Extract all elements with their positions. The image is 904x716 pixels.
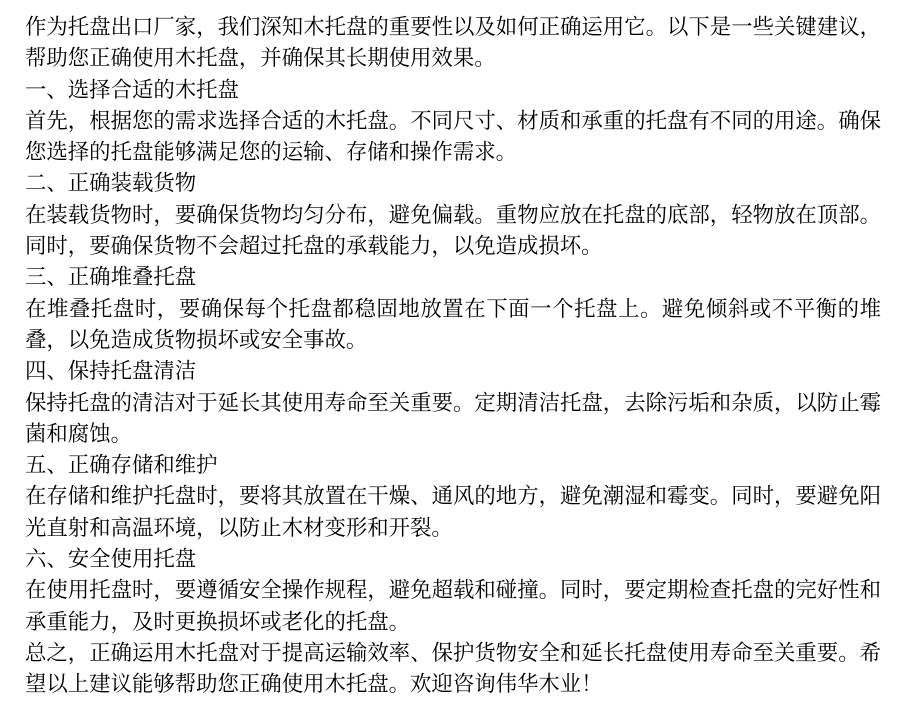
section-1-heading: 一、选择合适的木托盘 [25, 77, 239, 102]
section-6-heading: 六、安全使用托盘 [25, 547, 197, 572]
conclusion-paragraph: 总之，正确运用木托盘对于提高运输效率、保护货物安全和延长托盘使用寿命至关重要。希望以上建议能够帮助您正确使用木托盘。欢迎咨询伟华木业！ [25, 640, 881, 697]
intro-paragraph: 作为托盘出口厂家，我们深知木托盘的重要性以及如何正确运用它。以下是一些关键建议，帮助您正确使用木托盘，并确保其长期使用效果。 [25, 15, 881, 71]
section-1-body: 首先，根据您的需求选择合适的木托盘。不同尺寸、材质和承重的托盘有不同的用途。确保您选择的托盘能够满足您的运输、存储和操作需求。 [25, 108, 881, 165]
section-5-heading: 五、正确存储和维护 [25, 453, 218, 478]
section-3-heading: 三、正确堆叠托盘 [25, 265, 197, 290]
section-4-body: 保持托盘的清洁对于延长其使用寿命至关重要。定期清洁托盘，去除污垢和杂质，以防止霉菌和腐蚀。 [25, 390, 881, 446]
section-4-heading: 四、保持托盘清洁 [25, 359, 197, 384]
section-2-body: 在装载货物时，要确保货物均匀分布，避免偏载。重物应放在托盘的底部，轻物放在顶部。同时，要确保货物不会超过托盘的承载能力，以免造成损坏。 [25, 202, 881, 259]
section-6-body: 在使用托盘时，要遵循安全操作规程，避免超载和碰撞。同时，要定期检查托盘的完好性和承重能力，及时更换损坏或老化的托盘。 [25, 578, 881, 634]
section-2-heading: 二、正确装载货物 [25, 171, 197, 196]
section-3-body: 在堆叠托盘时，要确保每个托盘都稳固地放置在下面一个托盘上。避免倾斜或不平衡的堆叠，以免造成货物损坏或安全事故。 [25, 296, 881, 352]
section-5-body: 在存储和维护托盘时，要将其放置在干燥、通风的地方，避免潮湿和霉变。同时，要避免阳光直射和高温环境，以防止木材变形和开裂。 [25, 484, 881, 540]
